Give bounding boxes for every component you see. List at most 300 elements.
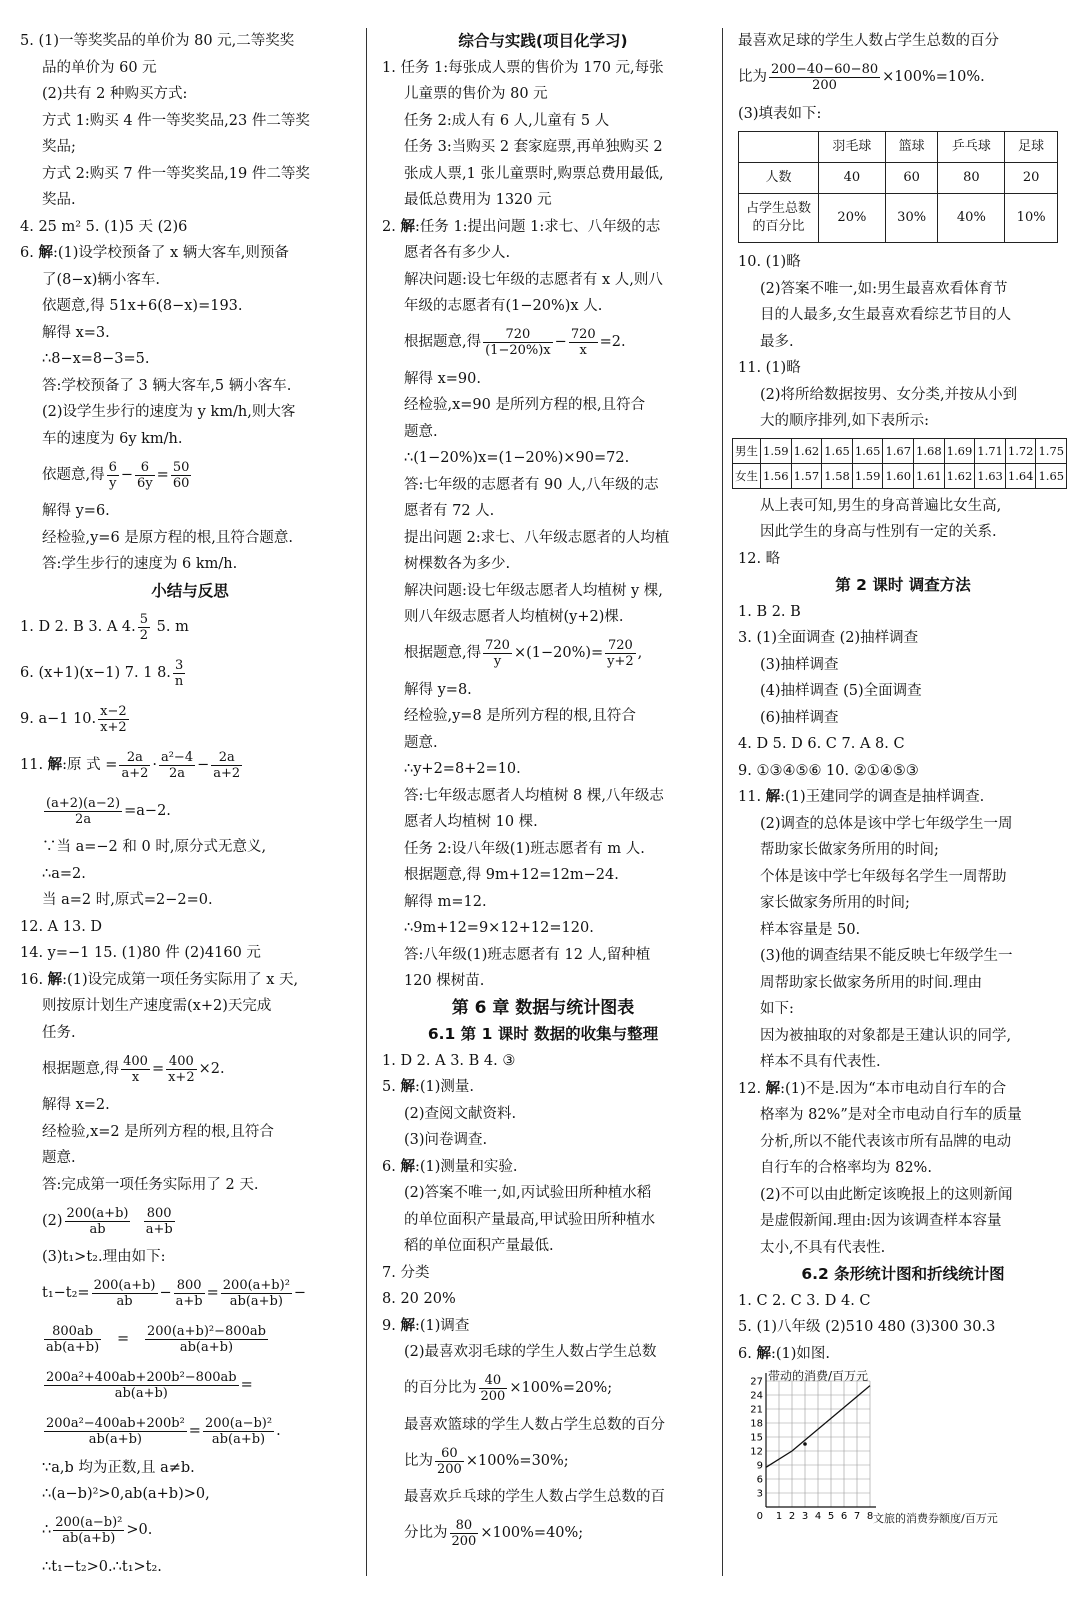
y-tick-label: 12 (750, 1446, 763, 1458)
text-line: ∵a,b 均为正数,且 a≠b. (42, 1459, 195, 1476)
table-cell: 女生 (733, 463, 761, 488)
fraction (483, 327, 553, 358)
text-line: (3)他的调查结果不能反映七年级学生一 (760, 948, 1013, 964)
fraction (135, 460, 155, 491)
numerator: x−2 (100, 703, 127, 719)
text-line: 了(8−x)辆小客车. (42, 271, 160, 288)
text-span: 分比为 (404, 1525, 448, 1542)
fraction (211, 750, 242, 781)
text-line: 年级的志愿者有(1−20%)x 人. (404, 298, 603, 314)
math-line (382, 1438, 704, 1484)
text-line (382, 1074, 704, 1101)
sports-preference-table (738, 131, 1058, 243)
operator: − (120, 466, 134, 483)
numerator: 720 (605, 638, 636, 654)
table-cell: 1.67 (883, 438, 914, 463)
text-span: ×100%=30%; (465, 1452, 569, 1469)
y-tick-label: 27 (750, 1376, 763, 1388)
y-tick-label: 24 (750, 1390, 763, 1402)
text-line: 3. (1)全面调查 (2)抽样调查 (738, 630, 919, 646)
table-cell: 40% (938, 194, 1005, 243)
text-span: :(1)测量. (414, 1079, 474, 1095)
text-line: 答:七年级的志愿者有 90 人,八年级的志 (404, 476, 659, 493)
fraction (44, 1324, 101, 1355)
column-divider-1 (366, 28, 367, 1576)
denominator: a+2 (213, 765, 241, 781)
text-line: 12. A 13. D (20, 918, 103, 935)
text-line: 帮助家长做家务所用的时间; (760, 842, 939, 858)
chart-canvas (738, 1367, 1068, 1527)
fraction (44, 1370, 239, 1401)
text-line: 10. (1)略 (738, 254, 801, 270)
table-cell: 1.58 (822, 463, 853, 488)
text-line: 11. (1)略 (738, 360, 801, 376)
column-1 (20, 28, 360, 1580)
math-line (20, 1508, 360, 1554)
numerator: 800 (144, 1206, 175, 1222)
denominator: ab(a+b) (229, 1294, 283, 1309)
table-cell: 1.60 (883, 463, 914, 488)
line-chart (738, 1367, 1068, 1537)
text-span: 根据题意,得 (404, 334, 482, 351)
text-line: 解得 m=12. (404, 893, 487, 910)
numerator: 40 (479, 1373, 508, 1389)
text-line: 解得 x=2. (42, 1097, 110, 1113)
math-line (738, 55, 1068, 101)
fraction (98, 704, 129, 735)
text-line: ∴(a−b)²>0,ab(a+b)>0, (42, 1486, 210, 1502)
text-line: 1. C 2. C 3. D 4. C (738, 1292, 871, 1309)
fraction (44, 1416, 187, 1447)
text-line (20, 967, 360, 994)
text-line: 5. (1)一等奖奖品的单价为 80 元,二等奖奖 (20, 33, 295, 49)
table-cell: 1.62 (944, 463, 975, 488)
table-cell: 1.62 (791, 438, 822, 463)
text-line (20, 240, 360, 267)
fraction (159, 750, 195, 781)
denominator: 200 (451, 1534, 477, 1549)
numerator: 200(a−b)² (55, 1515, 123, 1530)
numerator: 50 (172, 459, 190, 475)
operator: − (159, 1285, 172, 1302)
text-line: (2)调查的总体是该中学七年级学生一周 (760, 815, 1013, 832)
text-line: 解决问题:设七年级志愿者人均植树 y 棵, (404, 582, 663, 599)
numerator: 200(a−b)² (204, 1416, 273, 1431)
text-line: 自行车的合格率均为 82%. (760, 1160, 932, 1176)
math-line (20, 742, 360, 788)
text-span: 根据题意,得 (42, 1060, 120, 1077)
text-line: (6)抽样调查 (760, 709, 839, 726)
question-number: 5. (382, 1079, 396, 1095)
numerator: 2a (119, 750, 150, 766)
text-line: 是虚假新闻.理由:因为该调查样本容量 (760, 1213, 1002, 1229)
section-heading: 6.1 第 1 课时 数据的收集与整理 (427, 1025, 659, 1043)
table-cell (739, 132, 819, 163)
height-table (732, 438, 1067, 489)
math-line (20, 1198, 360, 1244)
denominator: y+2 (607, 654, 634, 669)
solution-label: 解 (765, 789, 781, 805)
math-line (382, 631, 704, 677)
text-line: 样本不具有代表性. (760, 1054, 881, 1070)
table-cell: 1.57 (791, 463, 822, 488)
text-line: 愿者各有多少人. (404, 245, 511, 261)
numerator: (a+2)(a−2) (46, 795, 121, 811)
text-line: 方式 1:购买 4 件一等奖奖品,23 件二等奖 (42, 112, 310, 129)
fraction (145, 1324, 268, 1355)
fraction (483, 638, 512, 669)
operator: = (206, 1285, 219, 1302)
text-span: =a−2. (124, 802, 171, 819)
text-span: , (637, 645, 643, 662)
table-cell: 1.59 (852, 463, 883, 488)
text-line: (2)答案不唯一,如:男生最喜欢看体育节 (760, 280, 1008, 297)
solution-label: 解 (47, 756, 63, 773)
text-line: 家长做家务所用的时间; (760, 895, 910, 911)
section-heading: 小结与反思 (151, 581, 229, 600)
y-tick-label: 18 (750, 1418, 763, 1430)
section-heading: 第 2 课时 调查方法 (835, 576, 971, 594)
table-row (739, 163, 1058, 194)
text-line: 太小,不具有代表性. (760, 1239, 886, 1256)
numerator: 200a²−400ab+200b² (46, 1416, 185, 1431)
denominator: n (174, 673, 184, 689)
text-line: 方式 2:购买 7 件一等奖奖品,19 件二等奖 (42, 165, 310, 182)
table-cell: 足球 (1005, 132, 1058, 163)
text-line: 大的顺序排列,如下表所示: (760, 413, 929, 429)
numerator: 200−40−60−80 (771, 62, 879, 77)
fraction (119, 750, 150, 781)
numerator: 200(a+b)²−800ab (147, 1324, 266, 1339)
table-cell: 80 (938, 163, 1005, 194)
solution-label: 解 (400, 1158, 415, 1175)
x-tick-label: 4 (814, 1511, 822, 1522)
text-line: ∴(1−20%)x=(1−20%)×90=72. (404, 450, 630, 466)
text-span: 根据题意,得 (404, 645, 482, 662)
text-line: 题意. (42, 1150, 76, 1166)
math-line (20, 788, 360, 834)
text-line: 则按原计划生产速度需(x+2)天完成 (42, 998, 272, 1014)
numerator: 80 (450, 1518, 479, 1534)
text-line: 样本容量是 50. (760, 921, 861, 938)
denominator: a+b (175, 1294, 203, 1309)
table-cell: 占学生总数的百分比 (739, 194, 819, 243)
table-cell: 60 (885, 163, 938, 194)
denominator: x+2 (168, 1069, 195, 1085)
text-line (382, 214, 704, 241)
question-number: 6. (20, 245, 34, 261)
text-line: 奖品; (42, 139, 76, 155)
text-span: . (276, 1423, 281, 1440)
text-span: =2. (599, 334, 626, 351)
fraction (65, 1206, 131, 1237)
y-tick-label: 15 (750, 1432, 763, 1444)
text-line: 解得 x=90. (404, 370, 481, 387)
text-line (738, 1341, 1068, 1368)
text-line: 车的速度为 6y km/h. (42, 430, 183, 447)
table-cell: 1.68 (914, 438, 945, 463)
text-line: 经检验,x=90 是所列方程的根,且符合 (404, 397, 646, 413)
fraction (171, 460, 192, 491)
table-cell: 1.59 (761, 438, 792, 463)
denominator: a+2 (121, 765, 149, 781)
text-line: (3)抽样调查 (760, 656, 839, 673)
text-span: :任务 1:提出问题 1:求七、八年级的志 (414, 218, 661, 235)
x-tick-label: 5 (827, 1511, 835, 1522)
text-line: 答:学校预备了 3 辆大客车,5 辆小客车. (42, 377, 292, 394)
text-line: 最喜欢篮球的学生人数占学生总数的百分 (404, 1416, 665, 1433)
table-cell: 1.61 (914, 463, 945, 488)
solution-label: 解 (400, 218, 415, 235)
text-line: (3)填表如下: (738, 105, 822, 122)
fraction (203, 1416, 274, 1447)
table-row (733, 463, 1067, 488)
denominator: 6y (137, 475, 153, 491)
text-line: 7. 分类 (382, 1264, 430, 1281)
table-row (739, 132, 1058, 163)
operator: − (554, 334, 567, 351)
text-line: 解得 x=3. (42, 324, 110, 341)
text-line: 因此学生的身高与性别有一定的关系. (760, 524, 997, 540)
numerator: 720 (570, 327, 596, 342)
fraction (53, 1515, 124, 1546)
text-line: 12. 略 (738, 550, 781, 567)
numerator: 800 (174, 1278, 205, 1294)
numerator: a²−4 (160, 749, 194, 765)
text-line: 树棵数各为多少. (404, 556, 511, 572)
numerator: 200(a+b) (66, 1205, 129, 1221)
data-point (803, 1442, 807, 1446)
fraction (450, 1518, 479, 1549)
text-line: 8. 20 20% (382, 1291, 456, 1307)
table-cell: 1.75 (1036, 438, 1067, 463)
text-line: ∴a=2. (42, 865, 86, 882)
text-line: 最喜欢足球的学生人数占学生总数的百分 (738, 33, 999, 49)
fraction (107, 460, 119, 491)
denominator: ab(a+b) (46, 1340, 100, 1355)
denominator: a+b (145, 1221, 173, 1237)
text-line: ∴9m+12=9×12+12=120. (404, 920, 594, 936)
table-cell: 1.65 (822, 438, 853, 463)
math-line (20, 1046, 360, 1092)
text-span: 9. a−1 10. (20, 710, 97, 727)
text-line: (2)设学生步行的速度为 y km/h,则大客 (42, 404, 296, 420)
table-cell: 男生 (733, 438, 761, 463)
x-axis-label: 文旅的消费券额度/百万元 (873, 1512, 998, 1525)
text-line: 4. 25 m² 5. (1)5 天 (2)6 (20, 218, 188, 235)
column-3 (735, 28, 1068, 1537)
text-line: 从上表可知,男生的身高普遍比女生高, (760, 497, 1002, 514)
text-line: 稻的单位面积产量最低. (404, 1238, 554, 1254)
text-line (738, 1076, 1068, 1103)
text-line (738, 784, 1068, 811)
table-cell: 20% (819, 194, 886, 243)
table-cell: 篮球 (885, 132, 938, 163)
fraction (221, 1278, 292, 1309)
table-cell: 20 (1005, 163, 1058, 194)
table-cell: 1.71 (975, 438, 1006, 463)
fraction (769, 62, 880, 93)
text-line: 目的人最多,女生最喜欢看综艺节目的人 (760, 307, 1012, 323)
numerator: 200a²+400ab+200b²−800ab (46, 1370, 237, 1385)
text-line: 张成人票,1 张儿童票时,购票总费用最低, (404, 165, 664, 182)
text-line: 题意. (404, 734, 438, 751)
denominator: ab(a+b) (211, 1432, 266, 1447)
numerator: 3 (173, 658, 185, 674)
column-divider-2 (722, 28, 723, 1576)
text-line: 1. B 2. B (738, 603, 801, 620)
fraction (479, 1373, 508, 1404)
text-span: 比为 (738, 69, 767, 86)
numerator: 6 (135, 460, 155, 476)
y-axis-label: 带动的消费/百万元 (768, 1369, 869, 1383)
text-line: 经检验,x=2 是所列方程的根,且符合 (42, 1123, 274, 1140)
text-line: 解决问题:设七年级的志愿者有 x 人,则八 (404, 271, 663, 288)
text-line: 任务. (42, 1024, 76, 1041)
table-cell: 1.56 (761, 463, 792, 488)
denominator: 60 (172, 475, 190, 491)
table-cell: 1.69 (944, 438, 975, 463)
question-number: 11. (738, 789, 762, 805)
text-line: ∴t₁−t₂>0.∴t₁>t₂. (42, 1558, 162, 1575)
text-line (382, 1154, 704, 1181)
section-heading: 综合与实践(项目化学习) (458, 32, 628, 50)
x-tick-label: 1 (775, 1511, 783, 1522)
text-span: 比为 (404, 1452, 433, 1469)
text-line: 根据题意,得 9m+12=12m−24. (404, 867, 619, 883)
operator: = (156, 466, 169, 483)
text-span: :(1)测量和实验. (414, 1158, 518, 1175)
text-span: ×100%=20%; (509, 1380, 613, 1397)
fraction (435, 1446, 464, 1477)
text-line: (2)最喜欢羽毛球的学生人数占学生总数 (404, 1344, 657, 1360)
text-span: :(1)设学校预备了 x 辆大客车,则预备 (52, 245, 289, 261)
text-line: 品的单价为 60 元 (42, 59, 157, 76)
numerator: 5 (139, 611, 149, 627)
fraction (166, 1054, 197, 1085)
text-span: :(1)设完成第一项任务实际用了 x 天, (62, 971, 299, 988)
denominator: y (493, 654, 502, 669)
text-span: 6. (x+1)(x−1) 7. 1 8. (20, 664, 171, 681)
text-line: 提出问题 2:求七、八年级志愿者的人均植 (404, 529, 670, 546)
text-line: 最多. (760, 333, 794, 350)
text-line: 则八年级志愿者人均植树(y+2)棵. (404, 609, 624, 625)
text-line (382, 1313, 704, 1340)
numerator: 60 (435, 1446, 464, 1462)
numerator: 200(a+b)² (222, 1278, 290, 1293)
operator: · (152, 756, 157, 773)
text-line: 儿童票的售价为 80 元 (404, 86, 548, 102)
text-line: 愿者人均植树 10 棵. (404, 814, 538, 830)
fraction (138, 612, 150, 643)
denominator: y (109, 475, 117, 491)
text-line: 个体是该中学七年级每名学生一周帮助 (760, 868, 1007, 885)
solution-label: 解 (400, 1079, 415, 1095)
text-span: ×2. (198, 1060, 225, 1077)
numerator: 720 (485, 638, 510, 653)
table-cell: 40 (819, 163, 886, 194)
denominator: 2a (169, 765, 186, 781)
text-line: 任务 3:当购买 2 套家庭票,再单独购买 2 (404, 139, 663, 155)
text-line: 因为被抽取的对象都是王建认识的同学, (760, 1027, 1012, 1044)
text-line: 经检验,y=6 是原方程的根,且符合题意. (42, 529, 294, 546)
y-tick-label: 6 (756, 1474, 763, 1486)
table-cell: 30% (885, 194, 938, 243)
text-line: 答:八年级(1)班志愿者有 12 人,留种植 (404, 946, 651, 963)
table-cell: 乒乓球 (938, 132, 1005, 163)
x-tick-label: 3 (801, 1511, 809, 1522)
x-tick-label: 7 (853, 1511, 861, 1522)
x-tick-label: 2 (788, 1511, 796, 1522)
math-line (20, 1317, 360, 1363)
text-line: 4. D 5. D 6. C 7. A 8. C (738, 736, 905, 752)
denominator: ab(a+b) (114, 1386, 168, 1401)
text-span: :(1)不是.因为“本市电动自行车的合 (780, 1080, 1007, 1097)
text-line: 5. (1)八年级 (2)510 480 (3)300 30.3 (738, 1319, 996, 1335)
text-span: t₁−t₂= (42, 1285, 90, 1302)
text-line: 1. 任务 1:每张成人票的售价为 170 元,每张 (382, 59, 664, 76)
text-span: ∴ (42, 1522, 52, 1539)
x-tick-label: 6 (840, 1511, 848, 1522)
fraction (44, 796, 122, 827)
text-line: 解得 y=8. (404, 681, 472, 698)
numerator: 800ab (44, 1324, 101, 1340)
column-2 (382, 28, 704, 1557)
table-cell: 1.72 (1005, 438, 1036, 463)
math-line (382, 320, 704, 366)
table-cell: 人数 (739, 163, 819, 194)
section-heading: 6.2 条形统计图和折线统计图 (801, 1265, 1005, 1283)
denominator: ab (116, 1294, 133, 1309)
question-number: 9. (382, 1317, 396, 1334)
table-cell: 1.64 (1005, 463, 1036, 488)
denominator: ab(a+b) (88, 1432, 142, 1447)
math-line (382, 1366, 704, 1412)
text-span: 1. D 2. B 3. A 4. (20, 618, 136, 635)
solution-label: 解 (765, 1080, 781, 1097)
denominator: 200 (437, 1461, 462, 1477)
numerator: 6 (108, 459, 117, 475)
text-span: ×100%=40%; (480, 1525, 584, 1542)
operator: = (151, 1060, 165, 1077)
fraction (174, 1278, 205, 1309)
text-span: ×100%=10%. (882, 69, 985, 86)
text-span: >0. (126, 1522, 153, 1539)
question-number: 6. (738, 1345, 752, 1362)
fraction (605, 638, 636, 669)
chapter-heading: 第 6 章 数据与统计图表 (451, 997, 635, 1018)
numerator: 720 (483, 327, 553, 343)
text-line: 当 a=2 时,原式=2−2=0. (42, 892, 213, 908)
operator: = (117, 1331, 130, 1348)
math-line (20, 650, 360, 696)
text-line: 格率为 82%”是对全市电动自行车的质量 (760, 1107, 1022, 1123)
denominator: ab (89, 1221, 106, 1237)
solution-label: 解 (38, 245, 53, 261)
math-line (20, 1271, 360, 1317)
numerator: 400 (166, 1054, 197, 1070)
table-cell: 1.65 (852, 438, 883, 463)
table-cell: 1.65 (1036, 463, 1067, 488)
text-line: 题意. (404, 423, 438, 440)
numerator: 400 (123, 1053, 148, 1069)
denominator: 2 (139, 627, 149, 643)
denominator: 200 (812, 78, 837, 93)
denominator: 2a (75, 811, 92, 827)
text-line: 答:学生步行的速度为 6 km/h. (42, 556, 238, 572)
text-span: 依题意,得 (42, 466, 105, 483)
table-row (733, 438, 1067, 463)
